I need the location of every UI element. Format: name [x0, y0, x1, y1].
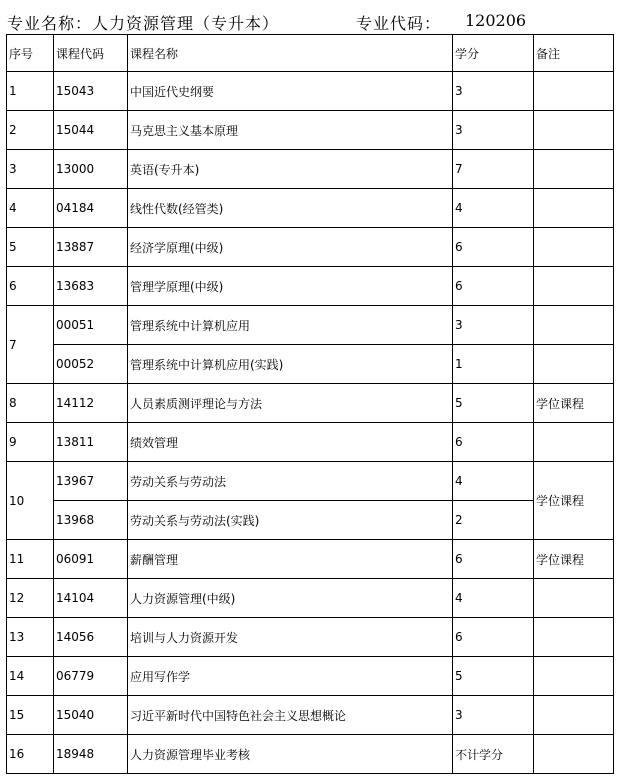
cell-note — [534, 72, 614, 111]
table-row — [7, 618, 614, 657]
cell-note — [534, 267, 614, 306]
cell-name: 人员素质测评理论与方法 — [128, 384, 453, 423]
cell-credit: 3 — [453, 696, 534, 735]
table-row — [7, 579, 614, 618]
table-row — [7, 267, 614, 306]
table-row — [7, 72, 614, 111]
major-name: 专业名称：人力资源管理（专升本） — [7, 14, 280, 33]
cell-no: 5 — [7, 228, 54, 267]
cell-credit: 1 — [453, 345, 534, 384]
major-code-label: 专业代码： — [356, 14, 442, 33]
cell-credit: 6 — [453, 540, 534, 579]
cell-name: 管理学原理(中级) — [128, 267, 453, 306]
table-row — [7, 462, 614, 501]
cell-note — [534, 306, 614, 345]
cell-no: 3 — [7, 150, 54, 189]
cell-note: 学位课程 — [534, 384, 614, 423]
cell-credit: 4 — [453, 462, 534, 501]
cell-name: 马克思主义基本原理 — [128, 111, 453, 150]
table-row — [7, 501, 614, 540]
cell-credit: 4 — [453, 189, 534, 228]
cell-name: 英语(专升本) — [128, 150, 453, 189]
table-header-row — [7, 35, 614, 72]
cell-name: 应用写作学 — [128, 657, 453, 696]
cell-code: 13683 — [54, 267, 128, 306]
cell-code: 15044 — [54, 111, 128, 150]
course-table — [6, 34, 614, 774]
cell-name: 中国近代史纲要 — [128, 72, 453, 111]
table-row — [7, 228, 614, 267]
cell-no: 8 — [7, 384, 54, 423]
table-row — [7, 540, 614, 579]
table-row — [7, 306, 614, 345]
cell-name: 劳动关系与劳动法 — [128, 462, 453, 501]
table-row — [7, 696, 614, 735]
table-row — [7, 345, 614, 384]
cell-no: 15 — [7, 696, 54, 735]
cell-note — [534, 189, 614, 228]
cell-credit: 3 — [453, 306, 534, 345]
cell-credit: 6 — [453, 228, 534, 267]
cell-code: 14056 — [54, 618, 128, 657]
cell-no: 1 — [7, 72, 54, 111]
cell-no: 14 — [7, 657, 54, 696]
cell-name: 管理系统中计算机应用(实践) — [128, 345, 453, 384]
cell-no: 9 — [7, 423, 54, 462]
col-header-no: 序号 — [7, 35, 54, 72]
cell-no: 16 — [7, 735, 54, 774]
cell-credit: 6 — [453, 423, 534, 462]
page-header — [7, 11, 627, 33]
cell-note — [534, 657, 614, 696]
cell-credit: 7 — [453, 150, 534, 189]
cell-name: 人力资源管理毕业考核 — [128, 735, 453, 774]
table-row — [7, 423, 614, 462]
cell-credit: 2 — [453, 501, 534, 540]
table-row — [7, 111, 614, 150]
col-header-name: 课程名称 — [128, 35, 453, 72]
table-row — [7, 735, 614, 774]
cell-no: 6 — [7, 267, 54, 306]
cell-no: 11 — [7, 540, 54, 579]
cell-note — [534, 345, 614, 384]
cell-name: 薪酬管理 — [128, 540, 453, 579]
cell-name: 管理系统中计算机应用 — [128, 306, 453, 345]
cell-code: 06779 — [54, 657, 128, 696]
cell-credit: 5 — [453, 384, 534, 423]
cell-no: 4 — [7, 189, 54, 228]
col-header-credit: 学分 — [453, 35, 534, 72]
cell-note — [534, 423, 614, 462]
cell-code: 04184 — [54, 189, 128, 228]
cell-note — [534, 150, 614, 189]
major-code: 120206 — [465, 11, 527, 30]
cell-name: 线性代数(经管类) — [128, 189, 453, 228]
table-row — [7, 150, 614, 189]
cell-code: 15040 — [54, 696, 128, 735]
cell-name: 经济学原理(中级) — [128, 228, 453, 267]
cell-code: 14112 — [54, 384, 128, 423]
cell-name: 培训与人力资源开发 — [128, 618, 453, 657]
cell-note — [534, 111, 614, 150]
cell-code: 13968 — [54, 501, 128, 540]
cell-note — [534, 696, 614, 735]
cell-code: 15043 — [54, 72, 128, 111]
cell-note — [534, 228, 614, 267]
cell-credit: 4 — [453, 579, 534, 618]
cell-note: 学位课程 — [534, 462, 614, 540]
cell-note — [534, 735, 614, 774]
cell-name: 劳动关系与劳动法(实践) — [128, 501, 453, 540]
cell-note: 学位课程 — [534, 540, 614, 579]
cell-note — [534, 579, 614, 618]
cell-code: 13887 — [54, 228, 128, 267]
col-header-note: 备注 — [534, 35, 614, 72]
cell-name: 绩效管理 — [128, 423, 453, 462]
cell-credit: 5 — [453, 657, 534, 696]
cell-no: 2 — [7, 111, 54, 150]
cell-name: 习近平新时代中国特色社会主义思想概论 — [128, 696, 453, 735]
table-row — [7, 189, 614, 228]
table-row — [7, 384, 614, 423]
cell-no: 12 — [7, 579, 54, 618]
cell-code: 13000 — [54, 150, 128, 189]
cell-no: 13 — [7, 618, 54, 657]
cell-code: 13967 — [54, 462, 128, 501]
cell-code: 13811 — [54, 423, 128, 462]
cell-credit: 不计学分 — [453, 735, 534, 774]
cell-code: 06091 — [54, 540, 128, 579]
cell-note — [534, 618, 614, 657]
col-header-code: 课程代码 — [54, 35, 128, 72]
cell-code: 00052 — [54, 345, 128, 384]
cell-code: 14104 — [54, 579, 128, 618]
cell-no: 7 — [7, 306, 54, 384]
cell-credit: 3 — [453, 72, 534, 111]
cell-credit: 6 — [453, 618, 534, 657]
cell-code: 18948 — [54, 735, 128, 774]
cell-name: 人力资源管理(中级) — [128, 579, 453, 618]
cell-credit: 3 — [453, 111, 534, 150]
cell-code: 00051 — [54, 306, 128, 345]
table-row — [7, 657, 614, 696]
cell-no: 10 — [7, 462, 54, 540]
cell-credit: 6 — [453, 267, 534, 306]
